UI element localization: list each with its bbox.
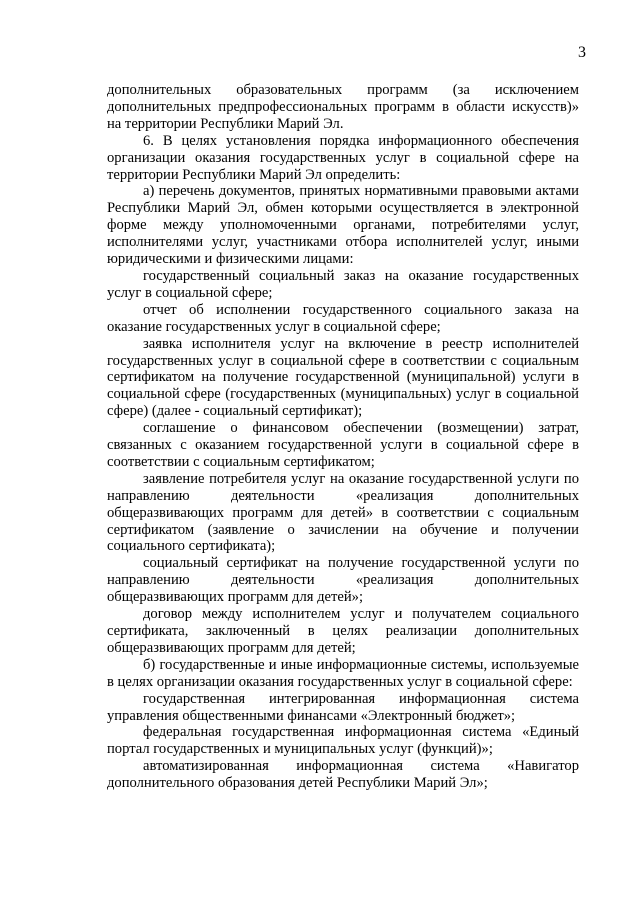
list-item-unified-portal: федеральная государственная информационная система «Единый портал государственных и муниципальных услуг (функций)»; — [107, 724, 579, 758]
list-item-funding-agreement: соглашение о финансовом обеспечении (возмещении) затрат, связанных с оказанием государственной услуги в социальной сфере в соответствии с социальным сертификатом; — [107, 420, 579, 470]
list-item-social-order: государственный социальный заказ на оказание государственных услуг в социальной сфере; — [107, 267, 579, 301]
document-body — [107, 82, 579, 792]
list-item-social-certificate: социальный сертификат на получение государственной услуги по направлению деятельности «реализация дополнительных общеразвивающих программ для детей»; — [107, 555, 579, 606]
paragraph-subitem-a: а) перечень документов, принятых нормативными правовыми актами Республики Марий Эл, обмен которыми осуществляется в электронной форме между уполномоченными органами, потребителями услуг, исполнителями услуг, участниками отбора исполнителей услуг, иными юридическими и физическими лицами: — [107, 183, 579, 268]
list-item-navigator-system: автоматизированная информационная система «Навигатор дополнительного образования детей Республики Марий Эл»; — [107, 758, 579, 792]
list-item-electronic-budget: государственная интегрированная информационная система управления общественными финансами «Электронный бюджет»; — [107, 690, 579, 724]
list-item-order-report: отчет об исполнении государственного социального заказа на оказание государственных услуг в социальной сфере; — [107, 301, 579, 335]
list-item-registry-application: заявка исполнителя услуг на включение в реестр исполнителей государственных услуг в социальной сфере в соответствии с социальным сертификатом на получение государственной (муниципальной) услуги в социальной сфере (государственных (муниципальных) услуг в социальной сфере) (далее - социальный сертификат); — [107, 335, 579, 420]
list-item-service-contract: договор между исполнителем услуг и получателем социального сертификата, заключенный в целях реализации дополнительных общеразвивающих программ для детей; — [107, 606, 579, 656]
paragraph-continuation: дополнительных образовательных программ (за исключением дополнительных предпрофессиональных программ в области искусств)» на территории Республики Марий Эл. — [107, 82, 579, 132]
list-item-consumer-application: заявление потребителя услуг на оказание государственной услуги по направлению деятельности «реализация дополнительных общеразвивающих программ для детей» в соответствии с социальным сертификатом (заявление о зачислении на обучение и получении социального сертификата); — [107, 470, 579, 555]
page-number: 3 — [578, 44, 586, 61]
paragraph-item-6: 6. В целях установления порядка информационного обеспечения организации оказания государственных услуг в социальной сфере на территории Республики Марий Эл определить: — [107, 132, 579, 183]
paragraph-subitem-b: б) государственные и иные информационные системы, используемые в целях организации оказания государственных услуг в социальной сфере: — [107, 656, 579, 690]
